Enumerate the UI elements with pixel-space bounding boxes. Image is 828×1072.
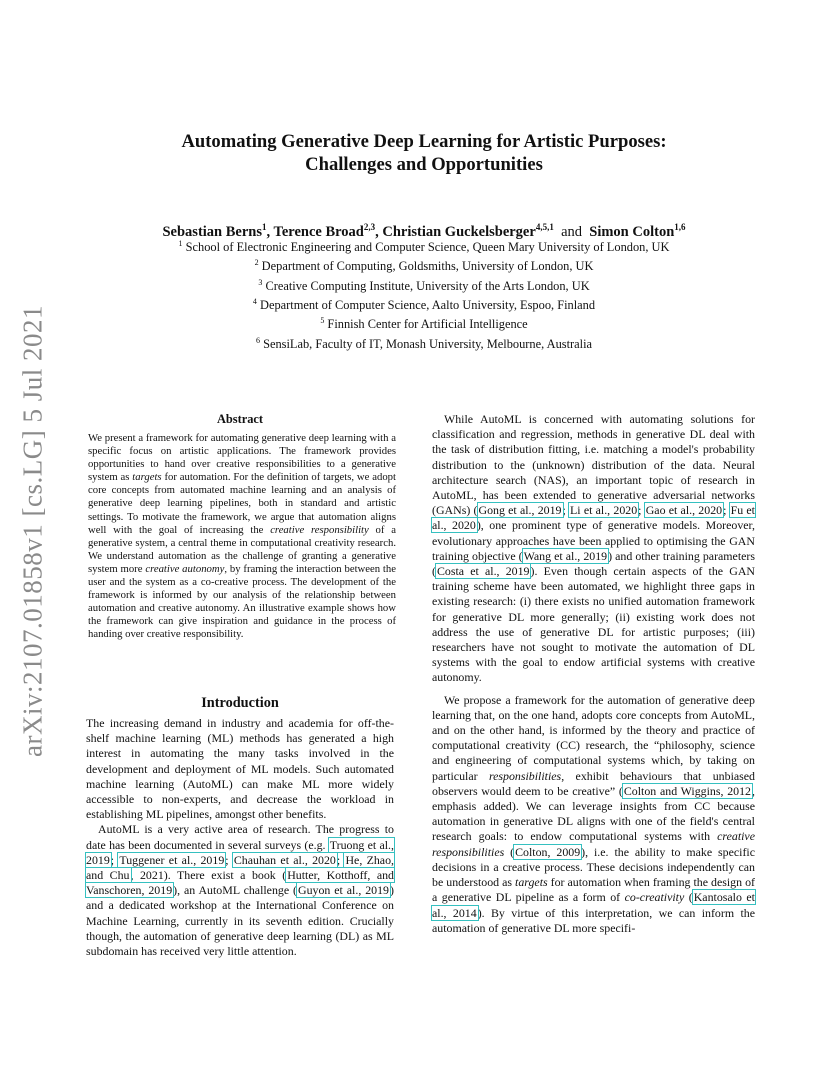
citation-link[interactable]: He, Zhao, and Chu xyxy=(86,852,394,883)
citation-link[interactable]: Chauhan et al., 2020 xyxy=(233,852,336,867)
affiliation xyxy=(60,255,788,274)
paragraph: The increasing demand in industry and academia for off-the-shelf machine learning (ML) methods has generated a high interest in automating the many tasks involved in the development and deployment of ML models. Such automated machine learning (AutoML) can make ML more widely accessible to non-experts, and decrease the workload in establishing ML pipelines, amongst other benefits. xyxy=(86,716,394,822)
affiliation-list xyxy=(60,236,788,352)
affiliation-text: Department of Computer Science, Aalto University, Espoo, Finland xyxy=(260,298,596,313)
affiliation-number: 3 xyxy=(258,277,263,287)
affiliation xyxy=(60,236,788,255)
author-affiliation-mark: 4,5,1 xyxy=(535,222,554,232)
author-name: Christian Guckelsberger xyxy=(382,223,536,240)
affiliation-text: Finnish Center for Artificial Intelligence xyxy=(327,317,528,332)
paragraph: While AutoML is concerned with automating solutions for classification and regression, methods in generative DL deal with the task of distribution fitting, i.e. matching a model's probability distribution to the (unknown) distribution of the data. Neural architecture search (NAS), an important topic of research in AutoML, has been extended to generative adversarial networks (GANs) (Gong et al., 2019; Li et al., 2020; Gao et al., 2020; Fu et al., 2020), one prominent type of generative models. Moreover, evolutionary approaches have been applied to optimising the GAN training objective (Wang et al., 2019) and other training parameters (Costa et al., 2019). Even though certain aspects of the GAN training scheme have been automated, we highlight three gaps in existing research: (i) there exists no unified automation framework for generative DL more generally; (ii) existing work does not address the use of generative DL for artistic purposes; (iii) researchers have not sought to motivate the automation of DL systems with the goal to endow artificial systems with creative autonomy. xyxy=(432,412,756,685)
citation-link[interactable]: Gao et al., 2020 xyxy=(645,503,723,518)
author-name: Simon Colton xyxy=(589,223,675,240)
affiliation-number: 1 xyxy=(178,239,183,248)
author-name: Terence Broad xyxy=(273,223,364,240)
affiliation xyxy=(60,333,788,352)
citation-link[interactable]: Truong et al., 2019 xyxy=(86,837,395,867)
citation-link[interactable]: Li et al., 2020 xyxy=(570,503,638,518)
citation-link[interactable]: Kantosalo et al., 2014 xyxy=(432,890,755,920)
author-affiliation-mark: 1 xyxy=(262,222,267,232)
citation-link[interactable]: Wang et al., 2019 xyxy=(523,548,608,563)
author-affiliation-mark: 1,6 xyxy=(674,222,686,232)
affiliation-text: Creative Computing Institute, University of the Arts London, UK xyxy=(265,278,590,293)
citation-link[interactable]: Guyon et al., 2019 xyxy=(298,883,390,898)
introduction-text xyxy=(86,716,394,959)
citation-link[interactable]: Gong et al., 2019 xyxy=(478,503,562,518)
title-line-2: Challenges and Opportunities xyxy=(305,154,543,175)
affiliation-number: 2 xyxy=(254,258,259,268)
citation-link[interactable]: Fu et al., 2020 xyxy=(432,503,755,533)
affiliation-text: SensiLab, Faculty of IT, Monash University, Melbourne, Australia xyxy=(263,336,593,351)
affiliation xyxy=(60,275,788,294)
author-list: Sebastian Berns$^1$, Terence Broad$^{2,3}$, Christian Guckelsberger$^{4,5,1}$ and Simon Colton$^{1,6}$ xyxy=(162,222,686,240)
author-name: Sebastian Berns xyxy=(162,223,262,240)
citation-link[interactable]: Colton and Wiggins, 2012 xyxy=(623,783,751,798)
abstract-heading: Abstract xyxy=(216,412,264,426)
authors-and: and xyxy=(561,223,582,240)
citation-link[interactable]: Costa et al., 2019 xyxy=(436,564,530,579)
title-line-1: Automating Generative Deep Learning for Artistic Purposes: xyxy=(181,131,667,152)
affiliation-number: 5 xyxy=(320,316,325,326)
right-column-text xyxy=(432,412,755,936)
paper-title xyxy=(90,130,758,176)
arxiv-identifier: arXiv:2107.01858v1 [cs.LG] 5 Jul 2021 xyxy=(17,305,48,757)
citation-link[interactable]: Colton, 2009 xyxy=(515,844,581,859)
affiliation xyxy=(60,294,788,313)
affiliation-number: 4 xyxy=(252,296,257,306)
introduction-heading: Introduction xyxy=(201,695,279,711)
affiliation-text: School of Electronic Engineering and Computer Science, Queen Mary University of London, UK xyxy=(185,240,670,255)
affiliation-text: Department of Computing, Goldsmiths, University of London, UK xyxy=(261,259,594,274)
affiliation xyxy=(60,313,788,332)
author-affiliation-mark: 2,3 xyxy=(363,222,376,232)
citation-link[interactable]: Tuggener et al., 2019 xyxy=(119,852,225,867)
paragraph: We propose a framework for the automation of generative deep learning that, on the one hand, adopts core concepts from AutoML, and on the other hand, is informed by the theory and practice of computational creativity (CC) research, the “philosophy, science and engineering of computational systems which, by taking on particular responsibilities, exhibit behaviours that unbiased observers would deem to be creative” (Colton and Wiggins, 2012, emphasis added). We can leverage insights from CC because automation in generative DL aligns with one of the field's central research goals: to endow computational systems with creative responsibilities (Colton, 2009), i.e. the ability to make specific decisions in a creative process. These decisions independently can be understood as targets for automation when framing the design of a generative DL pipeline as a form of co-creativity (Kantosalo et al., 2014). By virtue of this interpretation, we can inform the automation of generative DL more specifi- xyxy=(432,692,755,935)
abstract-text: We present a framework for automating generative deep learning with a specific focus on artistic applications. The framework provides opportunities to hand over creative responsibilities to a generative system as targets for automation. For the definition of targets, we adopt core concepts from automated machine learning and an analysis of generative deep learning pipelines, both in standard and artistic settings. To motivate the framework, we argue that automation aligns well with the goal of increasing the creative responsibility of a generative system, a central theme in computational creativity research. We understand automation as the challenge of granting a generative system more creative autonomy, by framing the interaction between the user and the system as a co-creative process. The development of the framework is informed by our analysis of the relationship between automation and creative autonomy. An illustrative example shows how the framework can give inspiration and guidance in the process of handing over creative responsibility. xyxy=(88,432,396,641)
affiliation-number: 6 xyxy=(255,335,260,345)
paragraph: AutoML is a very active area of research. The progress to date has been documented in several surveys (e.g. Truong et al., 2019; Tuggener et al., 2019; Chauhan et al., 2020; He, Zhao, and Chu, 2021). There exist a book (Hutter, Kotthoff, and Vanschoren, 2019), an AutoML challenge (Guyon et al., 2019) and a dedicated workshop at the International Conference on Machine Learning, currently in its seventh edition. Crucially though, the automation of generative deep learning (DL) as ML subdomain has received very little attention. xyxy=(86,822,395,959)
citation-link[interactable]: Hutter, Kotthoff, and Vanschoren, 2019 xyxy=(86,868,394,898)
